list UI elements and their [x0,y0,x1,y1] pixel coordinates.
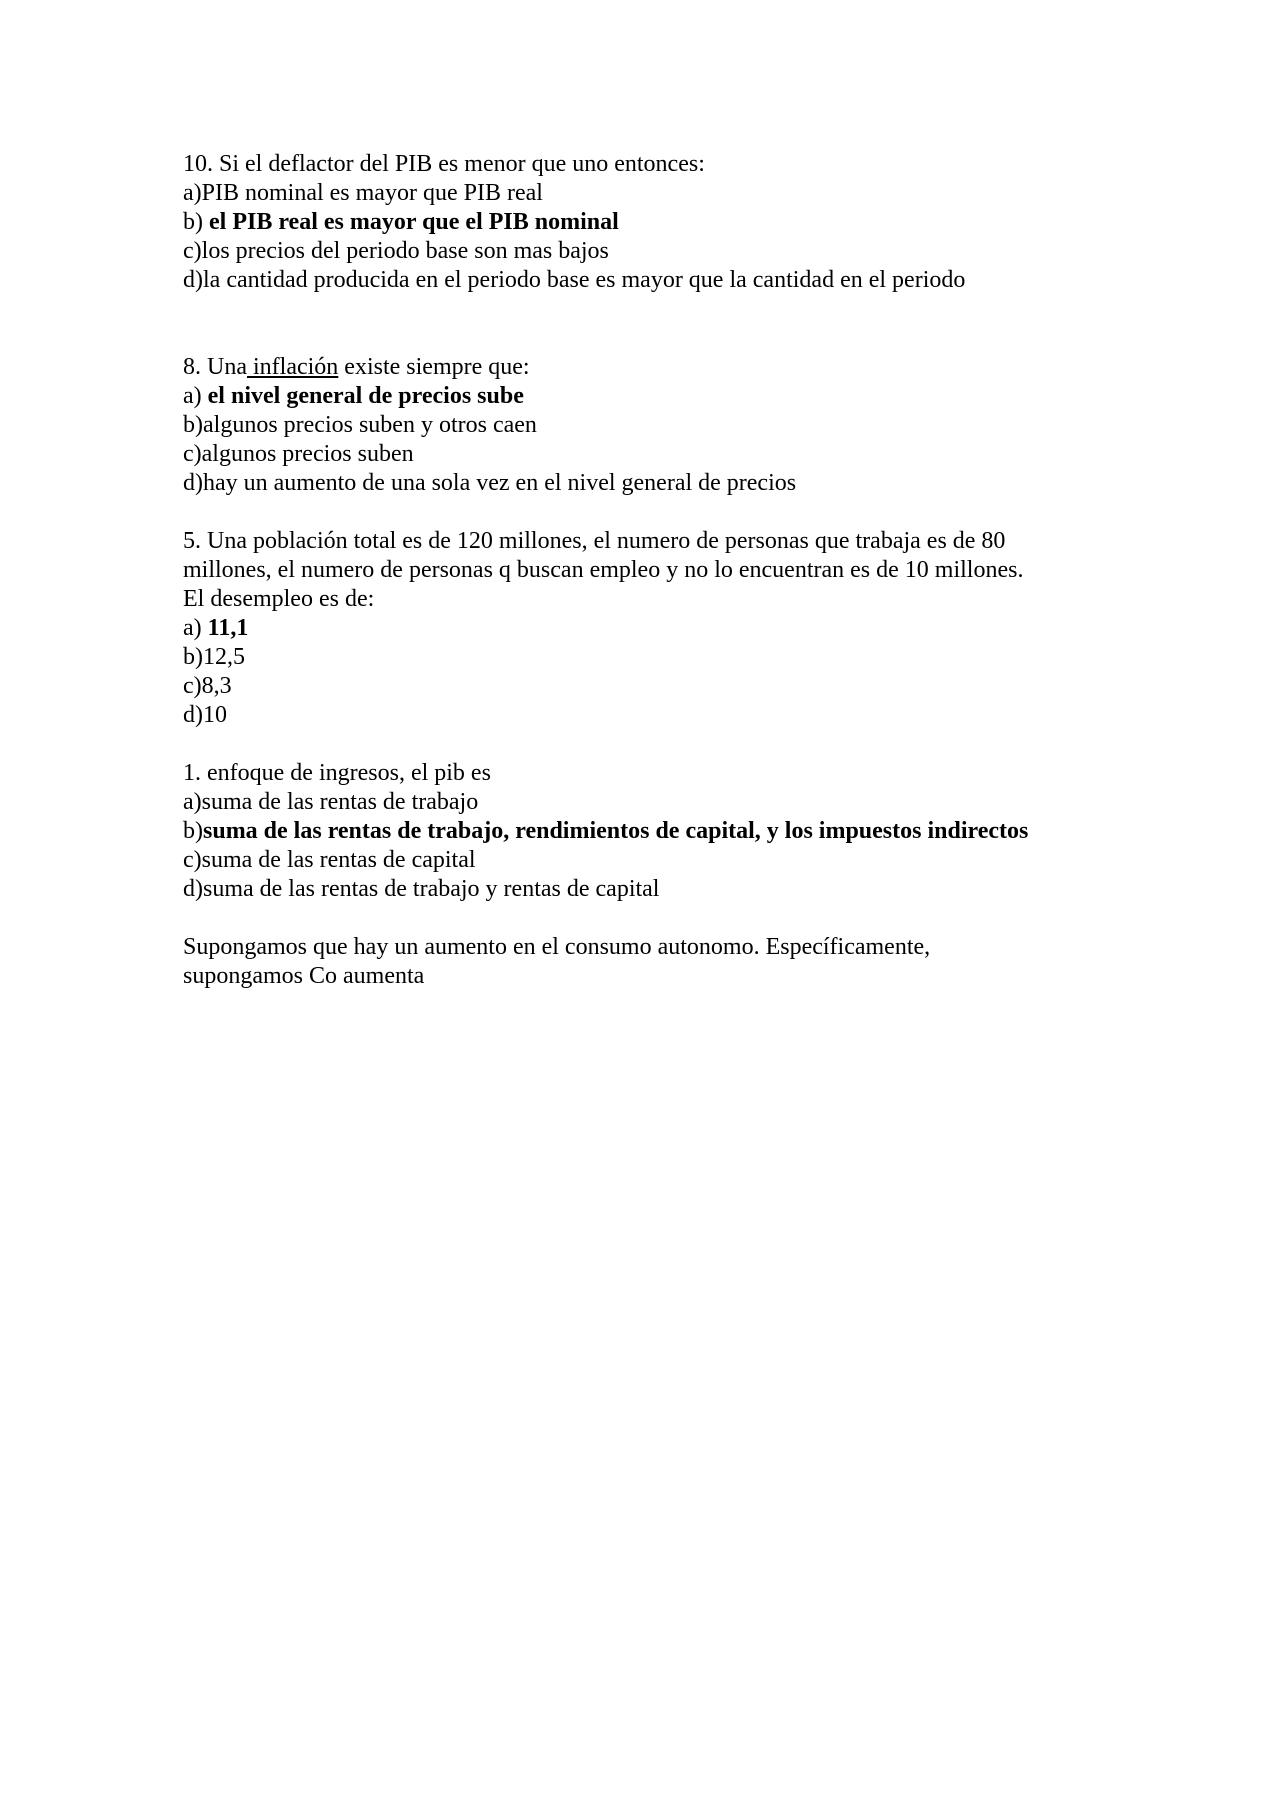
option-b-prefix: b) [183,209,209,235]
question-5-option-c: c)8,3 [183,673,232,699]
question-1-option-d: d)suma de las rentas de trabajo y rentas de capital [183,876,660,902]
option-a-prefix: a) [183,615,208,641]
question-1-option-c: c)suma de las rentas de capital [183,847,476,873]
option-a-prefix: a) [183,383,208,409]
question-5-option-a [183,614,1123,643]
question-5-text-line-1: 5. Una población total es de 120 millones, el numero de personas que trabaja es de 80 [183,528,1006,554]
question-1-text: 1. enfoque de ingresos, el pib es [183,760,491,786]
question-10-option-d: d)la cantidad producida en el periodo base es mayor que la cantidad en el periodo [183,267,966,293]
question-10-option-c: c)los precios del periodo base son mas bajos [183,238,609,264]
question-5-text-line-3: El desempleo es de: [183,586,375,612]
question-8-option-b: b)algunos precios suben y otros caen [183,412,537,438]
question-10-text: 10. Si el deflactor del PIB es menor que uno entonces: [183,151,705,177]
question-1-option-a: a)suma de las rentas de trabajo [183,789,479,815]
question-8-text [183,353,1123,382]
question-8-suffix: existe siempre que: [338,354,530,380]
question-1-correct-answer: suma de las rentas de trabajo, rendimientos de capital, y los impuestos indirectos [203,818,1029,844]
document-body [183,150,1123,1020]
question-8 [183,353,1123,498]
question-5 [183,527,1123,730]
question-10-option-b [183,208,1123,237]
question-8-option-c: c)algunos precios suben [183,441,414,467]
question-10-correct-answer: el PIB real es mayor que el PIB nominal [209,209,619,235]
option-b-prefix: b) [183,818,203,844]
question-8-option-d: d)hay un aumento de una sola vez en el nivel general de precios [183,470,797,496]
closing-paragraph [183,933,1123,991]
question-1 [183,759,1123,904]
question-5-option-b: b)12,5 [183,644,245,670]
question-5-text-line-2: millones, el numero de personas q buscan empleo y no lo encuentran es de 10 millones. [183,557,1024,583]
question-10-option-a: a)PIB nominal es mayor que PIB real [183,180,543,206]
closing-line-1: Supongamos que hay un aumento en el consumo autonomo. Específicamente, [183,934,931,960]
question-5-option-d: d)10 [183,702,227,728]
question-10 [183,150,1123,295]
question-8-prefix: 8. Una [183,354,247,380]
question-8-option-a [183,382,1123,411]
question-8-correct-answer: el nivel general de precios sube [207,383,524,409]
question-1-option-b [183,817,1123,846]
question-5-correct-answer: 11,1 [207,615,249,641]
closing-line-2: supongamos Co aumenta [183,963,425,989]
question-8-underlined-term: inflación [246,354,339,380]
